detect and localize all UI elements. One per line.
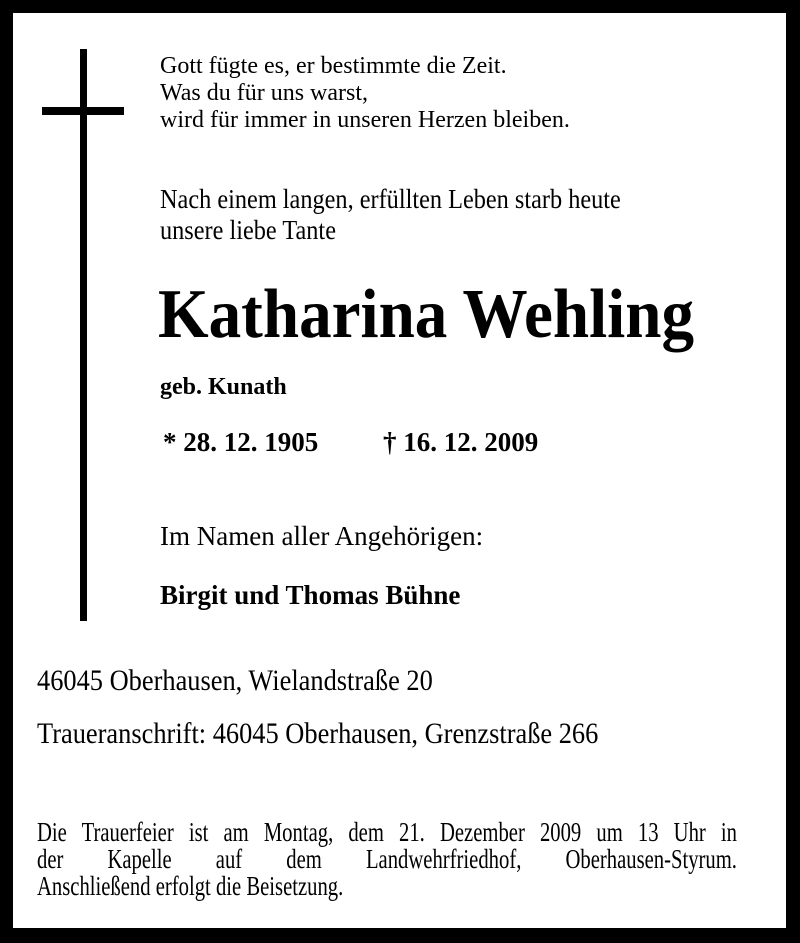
- family-names: Birgit und Thomas Bühne: [160, 580, 461, 610]
- funeral-line-2: der Kapelle auf dem Landwehrfriedhof, Oberhausen-Styrum.: [37, 844, 737, 874]
- funeral-line-1: Die Trauerfeier ist am Montag, dem 21. Dezember 2009 um 13 Uhr in: [37, 817, 737, 847]
- funeral-line-3: Anschließend erfolgt die Beisetzung.: [37, 871, 344, 901]
- mourning-address: Traueranschrift: 46045 Oberhausen, Grenzstraße 266: [37, 717, 599, 750]
- cross-arm: [42, 107, 124, 115]
- funeral-details: [37, 819, 737, 900]
- intro-line-2: unsere liebe Tante: [160, 215, 336, 245]
- epigraph-line-2: Was du für uns warst,: [160, 80, 369, 106]
- maiden-name: geb. Kunath: [160, 374, 287, 400]
- epigraph-line-3: wird für immer in unseren Herzen bleiben.: [160, 107, 570, 133]
- obituary-sheet: [13, 13, 786, 928]
- family-lead-in: Im Namen aller Angehörigen:: [160, 521, 484, 551]
- death-date: † 16. 12. 2009: [383, 427, 539, 457]
- deceased-name: Katharina Wehling: [158, 276, 694, 353]
- epigraph-line-1: Gott fügte es, er bestimmte die Zeit.: [160, 53, 507, 79]
- cross-stem: [80, 49, 87, 621]
- birth-date: * 28. 12. 1905: [163, 427, 319, 457]
- life-dates: [163, 427, 538, 457]
- home-address: 46045 Oberhausen, Wielandstraße 20: [37, 664, 433, 697]
- intro-line-1: Nach einem langen, erfüllten Leben starb heute: [160, 184, 621, 214]
- intro-text: [160, 184, 621, 246]
- epigraph: [160, 53, 570, 134]
